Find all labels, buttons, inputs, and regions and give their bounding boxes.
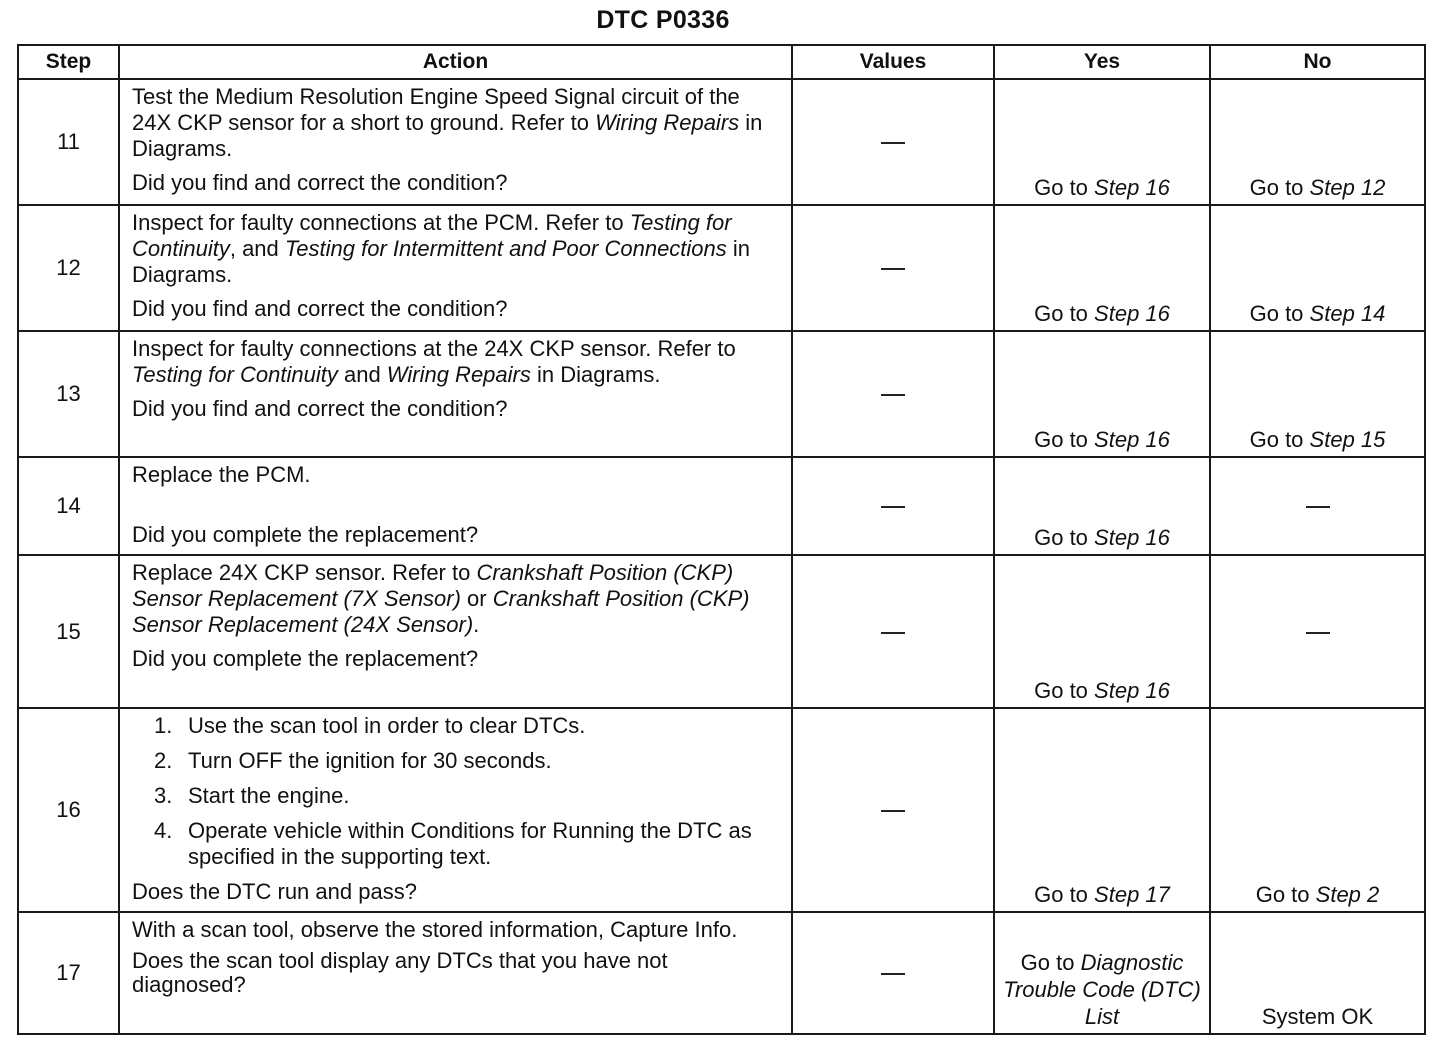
list-item bbox=[154, 748, 783, 774]
goto-step-link[interactable]: Step 15 bbox=[1309, 427, 1386, 452]
list-item bbox=[154, 818, 783, 870]
header-values: Values bbox=[792, 45, 994, 79]
list-item-number: 2. bbox=[154, 748, 173, 773]
goto-step-link[interactable]: Step 17 bbox=[1094, 882, 1170, 907]
question-text: Did you complete the replacement? bbox=[132, 522, 479, 547]
list-item-number: 1. bbox=[154, 713, 173, 738]
question-text: Did you complete the replacement? bbox=[132, 646, 479, 671]
goto-step-link[interactable]: Step 16 bbox=[1094, 427, 1170, 452]
action-text: Inspect for faulty connections at the 24X CKP sensor. Refer to bbox=[132, 336, 736, 361]
reference-link: Testing for Intermittent and Poor Connections bbox=[284, 236, 727, 261]
action-text: , and bbox=[229, 236, 285, 261]
goto-text: Go to bbox=[1255, 882, 1310, 907]
dash-mark bbox=[881, 142, 905, 144]
dtc-table bbox=[17, 44, 1426, 1035]
system-ok-text: System OK bbox=[1261, 1004, 1374, 1029]
goto-step-link[interactable]: Step 16 bbox=[1094, 175, 1170, 200]
reference-link: Crankshaft Position (CKP) Sensor Replacement (7X Sensor) bbox=[132, 560, 734, 611]
action-text: Test the Medium Resolution Engine Speed Signal circuit of the 24X CKP sensor for a short to ground. Refer to bbox=[132, 84, 740, 135]
goto-step-link[interactable]: Step 16 bbox=[1094, 301, 1170, 326]
yes-cell bbox=[994, 555, 1210, 708]
reference-link: Wiring Repairs bbox=[595, 110, 740, 135]
no-cell bbox=[1210, 79, 1425, 205]
no-cell bbox=[1210, 331, 1425, 457]
list-item-text: Turn OFF the ignition for 30 seconds. bbox=[188, 748, 552, 773]
step-number: 16 bbox=[18, 708, 119, 912]
procedure-list bbox=[132, 713, 783, 870]
header-step: Step bbox=[18, 45, 119, 79]
no-cell bbox=[1210, 912, 1425, 1034]
action-text: and bbox=[337, 362, 387, 387]
values-cell bbox=[792, 912, 994, 1034]
table-row-step-11 bbox=[18, 79, 1425, 205]
reference-link: Testing for Continuity bbox=[132, 362, 338, 387]
list-item-number: 4. bbox=[154, 818, 173, 843]
values-cell bbox=[792, 708, 994, 912]
action-text: Replace the PCM. bbox=[132, 462, 311, 487]
values-cell bbox=[792, 331, 994, 457]
dash-mark bbox=[881, 632, 905, 634]
page-title: DTC P0336 bbox=[596, 6, 730, 34]
dash-mark bbox=[881, 268, 905, 270]
dash-mark bbox=[881, 394, 905, 396]
dash-mark bbox=[881, 810, 905, 812]
yes-cell bbox=[994, 912, 1210, 1034]
action-cell bbox=[119, 331, 792, 457]
action-text: in Diagrams. bbox=[132, 236, 751, 287]
table-row-step-12 bbox=[18, 205, 1425, 331]
goto-text: Go to bbox=[1034, 525, 1088, 550]
goto-step-link[interactable]: Step 14 bbox=[1309, 301, 1386, 326]
reference-link: Crankshaft Position (CKP) Sensor Replacement (24X Sensor) bbox=[132, 586, 750, 637]
dash-mark bbox=[881, 973, 905, 975]
table-row-step-16 bbox=[18, 708, 1425, 912]
yes-cell bbox=[994, 79, 1210, 205]
header-action: Action bbox=[119, 45, 792, 79]
goto-step-link[interactable]: Step 16 bbox=[1094, 525, 1170, 550]
header-yes: Yes bbox=[994, 45, 1210, 79]
goto-text: Go to bbox=[1034, 678, 1088, 703]
action-cell bbox=[119, 912, 792, 1034]
step-number: 12 bbox=[18, 205, 119, 331]
header-no: No bbox=[1210, 45, 1425, 79]
question-text: Did you find and correct the condition? bbox=[132, 170, 508, 195]
action-text: Inspect for faulty connections at the PCM. Refer to bbox=[132, 210, 630, 235]
step-number: 17 bbox=[18, 912, 119, 1034]
values-cell bbox=[792, 79, 994, 205]
table-row-step-15 bbox=[18, 555, 1425, 708]
step-number: 14 bbox=[18, 457, 119, 555]
dash-mark bbox=[881, 506, 905, 508]
action-cell bbox=[119, 79, 792, 205]
goto-text: Go to bbox=[1020, 950, 1075, 975]
values-cell bbox=[792, 555, 994, 708]
goto-text: Go to bbox=[1249, 175, 1304, 200]
table-header-row bbox=[18, 45, 1425, 79]
goto-text: Go to bbox=[1034, 427, 1088, 452]
list-item-number: 3. bbox=[154, 783, 173, 808]
action-text: Replace 24X CKP sensor. Refer to bbox=[132, 560, 477, 585]
dash-mark bbox=[1306, 506, 1330, 508]
yes-cell bbox=[994, 205, 1210, 331]
yes-cell bbox=[994, 331, 1210, 457]
question-text: Does the scan tool display any DTCs that you have not diagnosed? bbox=[132, 948, 668, 997]
reference-link: Testing for Continuity bbox=[132, 210, 732, 261]
action-cell bbox=[119, 205, 792, 331]
values-cell bbox=[792, 205, 994, 331]
dash-mark bbox=[1306, 632, 1330, 634]
question-text: Did you find and correct the condition? bbox=[132, 296, 508, 321]
table-row-step-17 bbox=[18, 912, 1425, 1034]
dtc-list-link[interactable]: Diagnostic Trouble Code (DTC) List bbox=[1003, 950, 1201, 1029]
step-number: 13 bbox=[18, 331, 119, 457]
no-cell bbox=[1210, 457, 1425, 555]
action-text: in Diagrams. bbox=[132, 110, 763, 161]
action-cell bbox=[119, 555, 792, 708]
no-cell bbox=[1210, 708, 1425, 912]
goto-text: Go to bbox=[1034, 301, 1088, 326]
values-cell bbox=[792, 457, 994, 555]
action-cell bbox=[119, 708, 792, 912]
goto-text: Go to bbox=[1249, 301, 1304, 326]
goto-step-link[interactable]: Step 2 bbox=[1315, 882, 1380, 907]
question-text: Does the DTC run and pass? bbox=[132, 879, 417, 904]
table-row-step-14 bbox=[18, 457, 1425, 555]
goto-step-link[interactable]: Step 12 bbox=[1309, 175, 1386, 200]
yes-cell bbox=[994, 457, 1210, 555]
action-text: . bbox=[473, 612, 480, 637]
step-number: 15 bbox=[18, 555, 119, 708]
action-text: in Diagrams. bbox=[530, 362, 661, 387]
action-text: With a scan tool, observe the stored information, Capture Info. bbox=[132, 917, 738, 942]
list-item-text: Start the engine. bbox=[188, 783, 350, 808]
question-text: Did you find and correct the condition? bbox=[132, 396, 508, 421]
yes-cell bbox=[994, 708, 1210, 912]
goto-text: Go to bbox=[1034, 175, 1088, 200]
reference-link: Wiring Repairs bbox=[386, 362, 531, 387]
list-item bbox=[154, 713, 783, 739]
list-item bbox=[154, 783, 783, 809]
no-cell bbox=[1210, 205, 1425, 331]
action-text: or bbox=[460, 586, 493, 611]
action-cell bbox=[119, 457, 792, 555]
step-number: 11 bbox=[18, 79, 119, 205]
goto-text: Go to bbox=[1249, 427, 1304, 452]
table-row-step-13 bbox=[18, 331, 1425, 457]
list-item-text: Use the scan tool in order to clear DTCs. bbox=[188, 713, 586, 738]
goto-step-link[interactable]: Step 16 bbox=[1094, 678, 1170, 703]
list-item-text: Operate vehicle within Conditions for Running the DTC as specified in the supporting text. bbox=[188, 818, 752, 869]
no-cell bbox=[1210, 555, 1425, 708]
goto-text: Go to bbox=[1034, 882, 1088, 907]
